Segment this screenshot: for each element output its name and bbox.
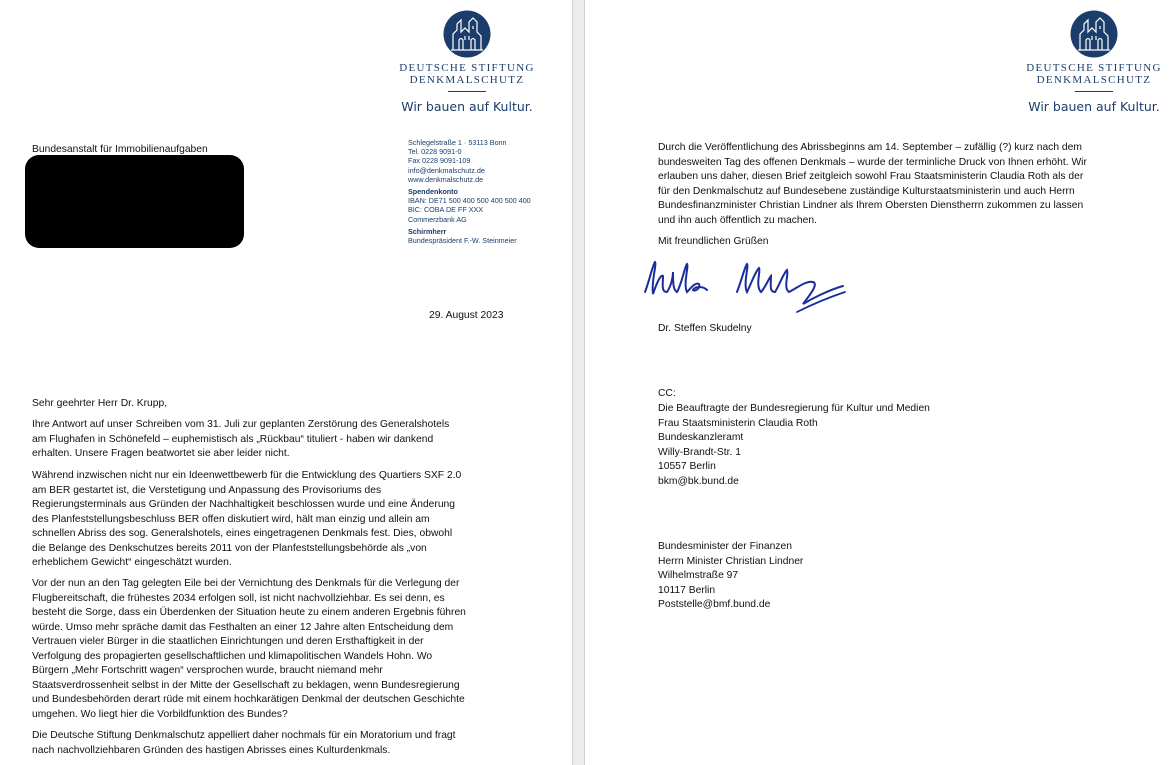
paragraph-line: Durch die Veröffentlichung des Abrissbeginns am 14. September – zufällig (?) kurz nach dem — [658, 142, 1082, 153]
paragraph-line: Flugbereitschaft, die frühestes 2034 erfolgen soll, ist nicht nachvollziehbar. Es sei denn, es — [32, 592, 445, 604]
body-paragraph-4 — [32, 729, 456, 758]
paragraph-line: die Belange des Denkschutzes bereits 2011 von der Planfeststellungsbehörde als „von — [32, 542, 427, 554]
paragraph-line: und Bundesbehörden derart rüde mit einem hochkarätigen Denkmal der deutschen Geschichte — [32, 694, 465, 705]
sender-info-column — [408, 138, 531, 245]
address-line: 10557 Berlin — [658, 461, 716, 472]
patron-name: Bundespräsident F.-W. Steinmeier — [408, 236, 517, 246]
paragraph-line: Ihre Antwort auf unser Schreiben vom 31. Juli zur geplanten Zerstörung des Generalshotels — [32, 419, 450, 430]
recipient-name: Bundesanstalt für Immobilienaufgaben — [32, 144, 208, 155]
castle-emblem-icon — [443, 10, 491, 58]
page-separator — [572, 0, 585, 765]
slogan: Wir bauen auf Kultur. — [401, 99, 533, 114]
sender-tel: Tel. 0228 9091-0 — [408, 147, 462, 157]
address-line: Wilhelmstraße 97 — [658, 570, 739, 581]
paragraph-line: Die Deutsche Stiftung Denkmalschutz appelliert daher nochmals für ein Moratorium und fragt — [32, 730, 456, 741]
paragraph-line: am BER gestartet ist, die Verstetigung und Anpassung des Provisoriums des — [32, 484, 382, 496]
redacted-address-block — [25, 155, 244, 248]
paragraph-line: Regierungsterminals aus Gründen der Nachhaltigkeit beschlossen wurde und eine Änderung — [32, 499, 456, 510]
paragraph-line: nach nachvollziehbaren Gründen des hastigen Abrisses eines Kulturdenkmals. — [32, 744, 391, 756]
cc-recipient-culture — [658, 402, 930, 489]
address-line: Herrn Minister Christian Lindner — [658, 555, 804, 567]
paragraph-line: schnellen Abriss des sog. Generalshotels, eines eingetragenen Denkmals fest. Dies, obwohl — [32, 528, 453, 539]
letterhead-logo — [1019, 10, 1169, 114]
paragraph-line: umgehen. Wo liegt hier die Vorbildfunktion des Bundes? — [32, 708, 288, 720]
body-paragraph-2 — [32, 469, 461, 571]
signer-name: Dr. Steffen Skudelny — [658, 323, 752, 334]
address-line: Frau Staatsministerin Claudia Roth — [658, 417, 818, 429]
paragraph-line: am Flughafen in Schönefeld – euphemistisch als „Rückbau“ tituliert - haben wir dankend — [32, 433, 434, 445]
org-name-line1: DEUTSCHE STIFTUNG — [1026, 62, 1162, 74]
closing-greeting: Mit freundlichen Grüßen — [658, 236, 769, 247]
brand-divider — [1075, 91, 1113, 92]
closing-paragraph — [658, 141, 1087, 228]
address-line: 10117 Berlin — [658, 584, 716, 596]
address-line: bkm@bk.bund.de — [658, 475, 739, 487]
paragraph-line: besteht die Sorge, dass ein Überdenken der Situation heute zu einem anderen Ergebnis führen — [32, 607, 466, 618]
paragraph-line: Vertrauen vieler Bürger in die staatlichen Einrichtungen und deren Ersthaftigkeit in der — [32, 636, 424, 647]
sender-fax: Fax 0228 9091-109 — [408, 156, 471, 166]
paragraph-line: für den Denkmalschutz auf Bundesebene zuständige Kulturstaatsministerin und auch Herrn — [658, 185, 1075, 197]
paragraph-line: Staatsverdrossenheit selbst in der Mitte der Gesellschaft zu beklagen, wenn Bundesregierung — [32, 679, 460, 691]
sender-web: www.denkmalschutz.de — [408, 174, 484, 184]
paragraph-line: und ihn auch öffentlich zu machen. — [658, 214, 817, 226]
org-name-line1: DEUTSCHE STIFTUNG — [399, 62, 535, 74]
paragraph-line: Verfolgung des propagierten gesellschaftlichen und klimapolitischen Wandels Hohn. Wo — [32, 650, 433, 662]
salutation: Sehr geehrter Herr Dr. Krupp, — [32, 398, 168, 409]
sender-email: info@denkmalschutz.de — [408, 165, 485, 175]
slogan: Wir bauen auf Kultur. — [1028, 99, 1160, 114]
account-iban: IBAN: DE71 500 400 500 400 500 400 — [408, 196, 531, 206]
body-paragraph-1 — [32, 418, 449, 462]
paragraph-line: würde. Umso mehr spräche damit das Festhalten an einer 12 Jahre alten Entscheidung dem — [32, 621, 454, 633]
letter-date: 29. August 2023 — [429, 310, 504, 321]
cc-label: CC: — [658, 388, 676, 399]
handwritten-signature — [637, 252, 867, 322]
paragraph-line: Vor der nun an den Tag gelegten Eile bei der Vernichtung des Denkmals für die Verlegung der — [32, 578, 460, 589]
org-name — [392, 62, 542, 86]
castle-emblem-icon — [1070, 10, 1118, 58]
paragraph-line: des Planfeststellungsbeschluss BER offen diskutiert wird, hält man einzig und allein am — [32, 513, 430, 525]
paragraph-line: erlauben uns daher, diesen Brief zeitgleich sowohl Frau Staatsministerin Claudia Roth als der — [658, 171, 1084, 182]
account-bic: BIC: COBA DE FF XXX — [408, 205, 484, 215]
paragraph-line: Während inzwischen nicht nur ein Ideenwettbewerb für die Entwicklung des Quartiers SXF 2.0 — [32, 470, 462, 481]
body-paragraph-3 — [32, 577, 466, 722]
org-name — [1019, 62, 1169, 86]
address-line: Bundesminister der Finanzen — [658, 541, 792, 552]
address-line: Bundeskanzleramt — [658, 432, 744, 443]
account-heading: Spendenkonto — [408, 187, 458, 197]
address-line: Willy-Brandt-Str. 1 — [658, 446, 741, 458]
paragraph-line: erheblichem Gewicht“ eingeschätzt wurden. — [32, 557, 232, 568]
paragraph-line: bundesweiten Tag des offenen Denkmals – wurde der terminliche Druck von Ihnen erhöht. Wir — [658, 156, 1087, 168]
address-line: Poststelle@bmf.bund.de — [658, 599, 771, 610]
brand-divider — [448, 91, 486, 92]
paragraph-line: Bürgern „Mehr Fortschritt wagen“ versprochen wurde, braucht niemand mehr — [32, 665, 383, 676]
letter-page-2 — [585, 0, 1169, 765]
letter-page-1 — [0, 0, 572, 765]
sender-address: Schlegelstraße 1 · 53113 Bonn — [408, 138, 507, 147]
cc-recipient-finance — [658, 540, 803, 613]
letterhead-logo — [392, 10, 542, 114]
paragraph-line: erhalten. Unsere Fragen beatwortet sie aber leider nicht. — [32, 448, 290, 459]
address-line: Die Beauftragte der Bundesregierung für Kultur und Medien — [658, 403, 930, 414]
account-bank: Commerzbank AG — [408, 214, 467, 224]
org-name-line2: DENKMALSCHUTZ — [409, 74, 525, 86]
patron-heading: Schirmherr — [408, 226, 447, 236]
paragraph-line: Bundesfinanzminister Christian Lindner als Ihrem Obersten Dienstherrn zukommen zu lassen — [658, 200, 1084, 211]
org-name-line2: DENKMALSCHUTZ — [1036, 74, 1152, 86]
